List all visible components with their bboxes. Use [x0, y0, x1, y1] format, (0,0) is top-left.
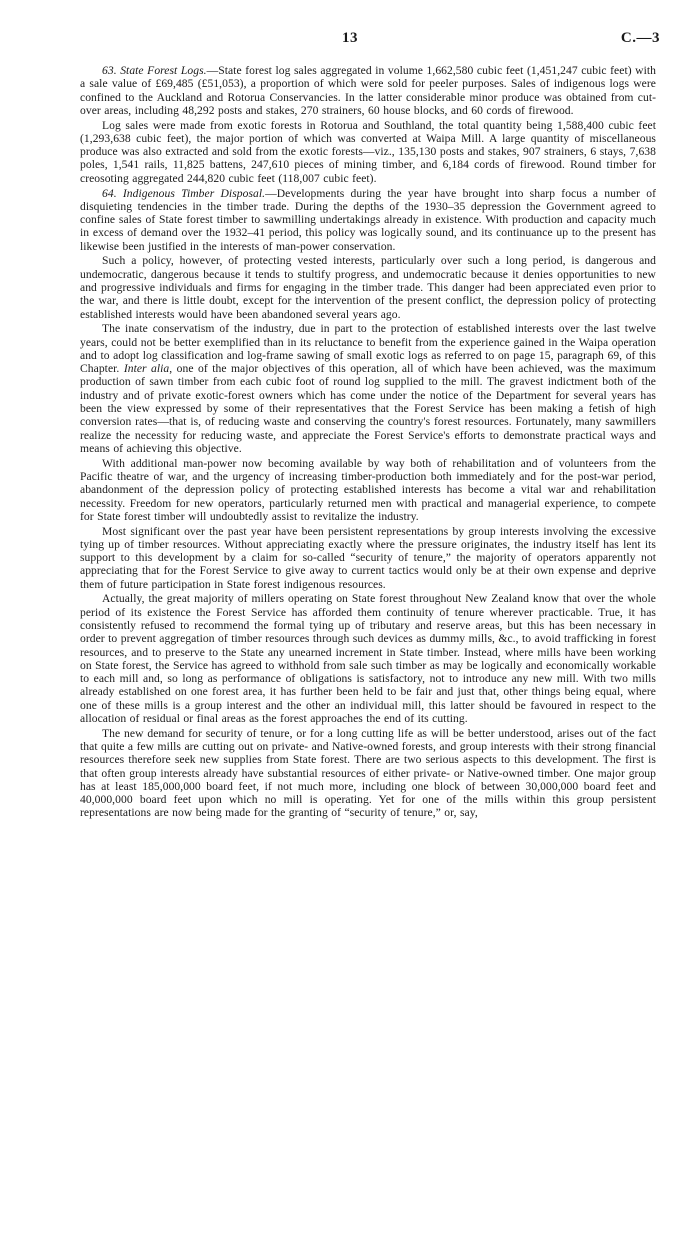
paragraph-text: —Developments during the year have brought into sharp focus a number of disquieting tendencies in the timber trade. During the depths of the 1930–35 depression the Government agreed to confine sales of State forest timber to sawmilling undertakings already in existence. With production and capacity much in excess of demand over the 1932–41 period, this policy was logically sound, and its continuance up to the present has likewise been justified in the interests of man-power conservation.	[80, 186, 656, 253]
section-heading: 63. State Forest Logs.	[102, 64, 207, 77]
section-heading: 64. Indigenous Timber Disposal.	[102, 186, 266, 200]
paragraph-continuity-of-tenure	[80, 592, 656, 725]
body-text	[80, 64, 656, 820]
paragraph-text: Most significant over the past year have been persistent representations by group interests involving the excessive tying up of timber resources. Without appreciating exactly where the pressure originates, the industry itself has lent its support to this development by a claim for so-called “security of tenure,” the majority of operators apparently not appreciating that for the Forest Service to give away to current tactics would only be at their own expense and deprive them of future participation in State forest indigenous resources.	[80, 524, 656, 591]
page-header	[80, 30, 660, 52]
paragraph-man-power	[80, 457, 656, 523]
paragraph-exotic-log-sales	[80, 119, 656, 185]
paragraph-text: , one of the major objectives of this operation, all of which have been achieved, was the maximum production of sawn timber from each cubic foot of round log supplied to the mill. The gravest indictment both of the industry and of private exotic-forest owners which has come under the notice of the Department for several years has been the view expressed by some of their representatives that the Forest Service has been making a fetish of high conversion rates—that is, of reducing waste and conserving the country's forest resources. Fortunately, many sawmillers realize the necessity for reducing waste, and appreciate the Forest Service's efforts to demonstrate practical ways and means of achieving this objective.	[80, 362, 656, 455]
document-page	[80, 30, 660, 821]
paragraph-group-interests	[80, 525, 656, 591]
paragraph-text: Such a policy, however, of protecting vested interests, particularly over such a long period, is dangerous and undemocratic, dangerous because it tends to stultify progress, and undemocratic because it denies opportunities to new and progressive individuals and firms for engaging in the timber trade. This danger had been appreciated even prior to the war, and there is little doubt, except for the intervention of the present conflict, the depression policy of protecting established interests would have been abandoned several years ago.	[80, 254, 656, 321]
paragraph-text: Actually, the great majority of millers operating on State forest throughout New Zealand know that over the whole period of its existence the Forest Service has afforded them continuity of tenure wherever practicable. True, it has consistently refused to recommend the formal tying up of tributary and reserve areas, but this has been necessary in order to prevent aggregation of timber resources through such devices as dummy mills, &c., to avoid trafficking in forest resources, and to preserve to the State any unearned increment in State timber. Instead, where mills have been working on State forest, the Service has agreed to withhold from sale such timber as may be logically and economically workable to each mill and, so long as performance of obligations is satisfactory, not to introduce any new mill. With two mills already established on one forest area, it has further been held to be fair and just that, other things being equal, where one of these mills is a group interest and the other an individual mill, this latter should be favoured in respect to the allocation of residual or final areas as the forest approaches the end of its cutting.	[80, 592, 657, 725]
paragraph-security-of-tenure	[80, 727, 656, 820]
paragraph-text: The inate conservatism of the industry, due in part to the protection of established interests over the last twelve years, could not be better exemplified than in its reluctance to benefit from the experience gained in the Waipa operation and to adopt log classification and log-frame sawing of small exotic logs as referred to on page 15, paragraph 69, of this Chapter.	[80, 322, 656, 376]
document-reference: C.—3	[620, 30, 660, 46]
paragraph-64-indigenous-timber-disposal	[80, 187, 656, 253]
paragraph-text: —State forest log sales aggregated in volume 1,662,580 cubic feet (1,451,247 cubic feet) with a sale value of £69,485 (£51,053), a proportion of which were sold for peeler purposes. Sales of indigenous logs were confined to the Auckland and Rotorua Conservancies. In the latter considerable minor produce was obtained from cut-over areas, including 48,292 posts and stakes, 270 strainers, 60 house blocks, and 60 cords of firewood.	[80, 64, 656, 117]
paragraph-63-state-forest-logs	[80, 64, 656, 117]
paragraph-vested-interests	[80, 254, 656, 320]
paragraph-text: The new demand for security of tenure, or for a long cutting life as will be better understood, arises out of the fact that quite a few mills are cutting out on private- and Native-owned forests, and group interests with their strong financial resources therefore seek new supplies from State forest. There are two serious aspects to this development. The first is that often group interests already have substantial resources of either private- or Native-owned timber. One major group has at least 185,000,000 board feet, if not much more, including one block of between 30,000,000 board feet and 40,000,000 board feet upon which no mill is operating. Yet for one of the mills within this group persistent representations are now being made for the granting of “security of tenure,” or, say,	[80, 726, 656, 820]
latin-phrase: Inter alia	[123, 362, 170, 376]
paragraph-text: Log sales were made from exotic forests in Rotorua and Southland, the total quantity being 1,588,400 cubic feet (1,293,638 cubic feet), the major portion of which was converted at Waipa Mill. A large quantity of miscellaneous produce was also extracted and sold from the exotic forests—viz., 135,130 posts and stakes, 907 strainers, 6 stays, 7,638 poles, 1,541 rails, 11,825 battens, 247,610 pieces of mining timber, and 6,184 cords of firewood. Round timber for creosoting aggregated 244,820 cubic feet (118,007 cubic feet).	[80, 118, 656, 185]
paragraph-industry-conservatism	[80, 322, 656, 455]
page-number: 13	[342, 30, 358, 46]
paragraph-text: With additional man-power now becoming available by way both of rehabilitation and of volunteers from the Pacific theatre of war, and the urgency of increasing timber-production both immediately and for the post-war period, abandonment of the depression policy of protecting established interests has become a vital war and rehabilitation necessity. Freedom for new operators, particularly returned men with practical and managerial experience, to compete for State forest timber will undoubtedly assist to revitalize the industry.	[80, 456, 656, 523]
